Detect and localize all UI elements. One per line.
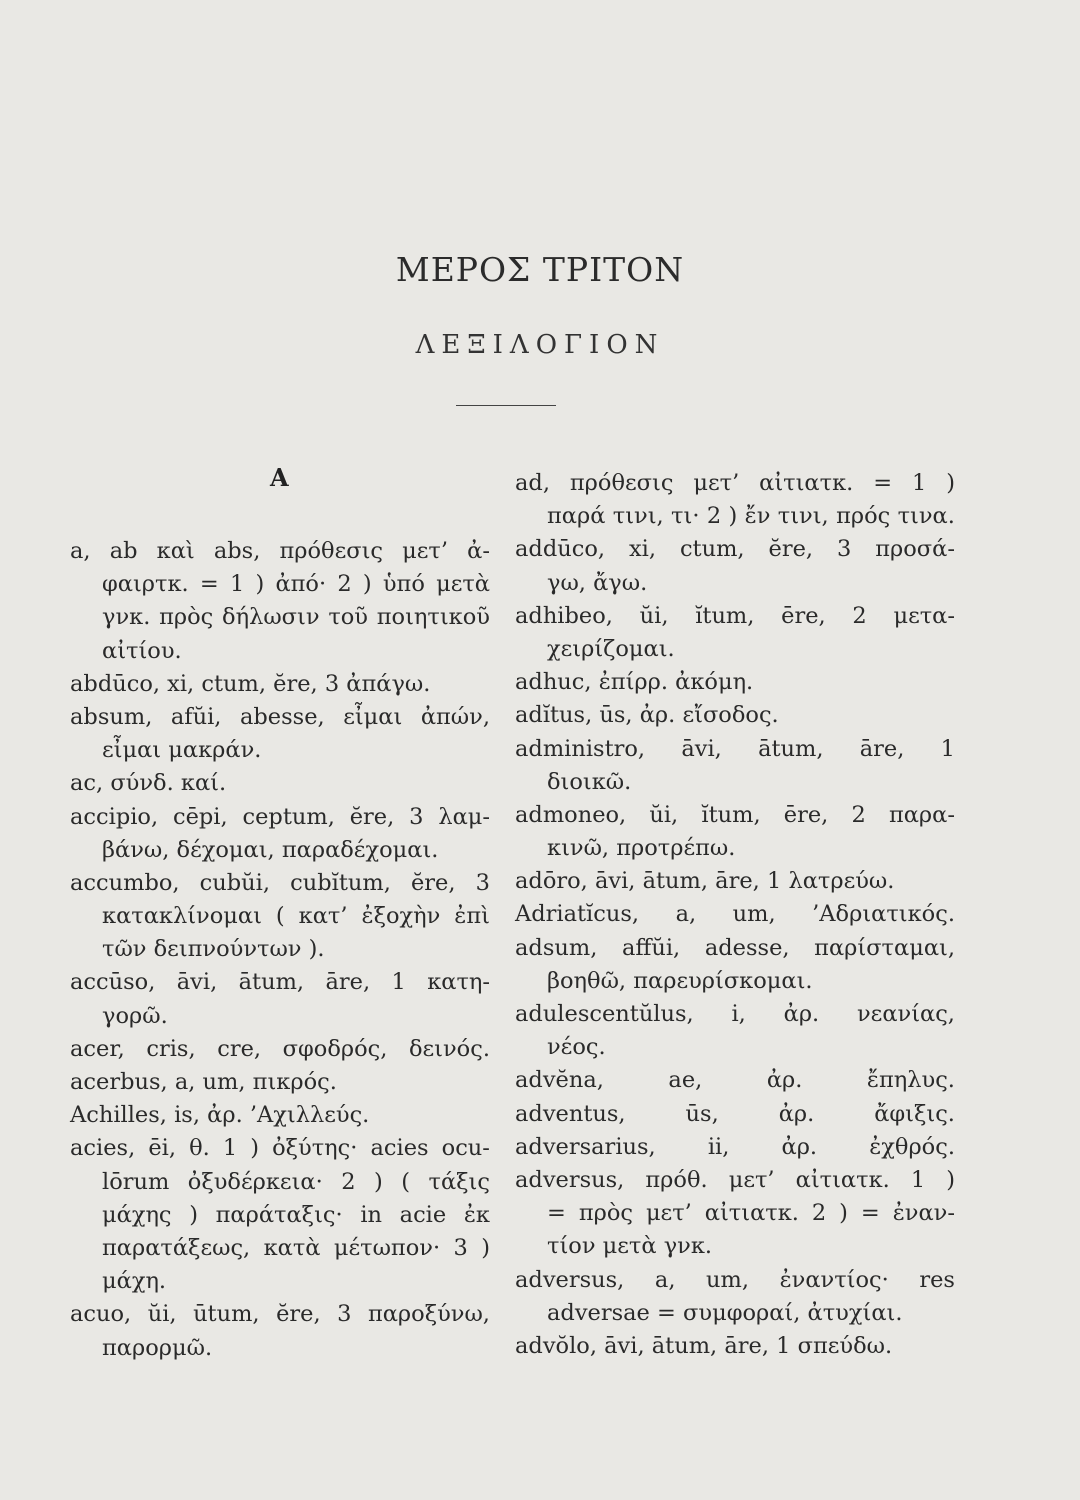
dictionary-line: ad, πρόθεσις μετ’ αἰτιατκ. = 1 ) [515, 470, 955, 496]
dictionary-line: accumbo, cubŭi, cubĭtum, ĕre, 3 [70, 869, 490, 896]
dictionary-line: παρορμῶ. [102, 1334, 213, 1361]
dictionary-line: βάνω, δέχομαι, παραδέχομαι. [102, 836, 439, 863]
dictionary-line: addūco, xi, ctum, ĕre, 3 προσά- [515, 536, 955, 563]
dictionary-line: lōrum ὀξυδέρκεια· 2 ) ( τάξις [102, 1168, 490, 1195]
dictionary-line: a, ab καὶ abs, πρόθεσις μετ’ ἀ- [70, 538, 490, 564]
dictionary-line: adversarius, ii, ἀρ. ἐχθρός. [515, 1133, 955, 1160]
dictionary-line: χειρίζομαι. [547, 635, 675, 662]
dictionary-line: adversae = συμφοραί, ἀτυχίαι. [547, 1299, 903, 1326]
dictionary-line: administro, āvi, ātum, āre, 1 [515, 735, 955, 762]
dictionary-line: = πρὸς μετ’ αἰτιατκ. 2 ) = ἐναν- [547, 1200, 955, 1227]
part-title: ΜΕΡΟΣ ΤΡΙΤΟΝ [395, 250, 685, 289]
dictionary-line: γω, ἄγω. [547, 569, 648, 596]
dictionary-line: adōro, āvi, ātum, āre, 1 λατρεύω. [515, 868, 895, 895]
dictionary-line: αἰτίου. [102, 637, 182, 664]
right-column [515, 467, 955, 1363]
dictionary-line: accūso, āvi, ātum, āre, 1 κατη- [70, 969, 490, 996]
dictionary-line: accipio, cēpi, ceptum, ĕre, 3 λαμ- [70, 803, 490, 830]
dictionary-line: admoneo, ŭi, ĭtum, ēre, 2 παρα- [515, 801, 955, 828]
dictionary-line: absum, afŭi, abesse, εἶμαι ἀπών, [70, 703, 490, 730]
dictionary-line: adhuc, ἐπίρρ. ἀκόμη. [515, 669, 754, 696]
dictionary-line: advĕna, ae, ἀρ. ἔπηλυς. [515, 1067, 955, 1094]
dictionary-line: γορῶ. [102, 1002, 168, 1029]
lexicon-title: ΛΕΞΙΛΟΓΙΟΝ [415, 330, 665, 360]
dictionary-line: γνκ. πρὸς δήλωσιν τοῦ ποιητικοῦ [102, 604, 490, 631]
title-divider [456, 405, 556, 406]
dictionary-line: adsum, affŭi, adesse, παρίσταμαι, [515, 934, 955, 961]
dictionary-line: μάχης ) παράταξις· in acie ἐκ [102, 1201, 490, 1228]
dictionary-line: adversus, πρόθ. μετ’ αἰτιατκ. 1 ) [515, 1166, 955, 1193]
dictionary-line: adhibeo, ŭi, ĭtum, ēre, 2 μετα- [515, 602, 955, 629]
dictionary-line: adventus, ūs, ἀρ. ἄφιξις. [515, 1100, 955, 1127]
section-letter: Α [270, 463, 289, 492]
dictionary-line: βοηθῶ, παρευρίσκομαι. [547, 967, 813, 994]
dictionary-line: τίον μετὰ γνκ. [547, 1233, 713, 1260]
dictionary-line: φαιρτκ. = 1 ) ἀπό· 2 ) ὑπό μετὰ [102, 571, 490, 598]
dictionary-line: advŏlo, āvi, ātum, āre, 1 σπεύδω. [515, 1332, 893, 1359]
dictionary-line: κινῶ, προτρέπω. [547, 835, 736, 862]
dictionary-line: abdūco, xi, ctum, ĕre, 3 ἀπάγω. [70, 670, 431, 697]
dictionary-line: acer, cris, cre, σφοδρός, δεινός. [70, 1035, 490, 1062]
dictionary-line: μάχη. [102, 1268, 167, 1295]
left-column [70, 535, 490, 1365]
dictionary-line: διοικῶ. [547, 768, 632, 795]
dictionary-line: acuo, ŭi, ūtum, ĕre, 3 παροξύνω, [70, 1301, 490, 1328]
dictionary-line: acies, ēi, θ. 1 ) ὀξύτης· acies ocu- [70, 1135, 490, 1162]
dictionary-line: εἶμαι μακράν. [102, 737, 262, 764]
dictionary-line: acerbus, a, um, πικρός. [70, 1069, 337, 1095]
dictionary-line: adversus, a, um, ἐναντίος· res [515, 1266, 955, 1293]
dictionary-line: ac, σύνδ. καί. [70, 770, 227, 797]
dictionary-line: νέος. [547, 1034, 606, 1061]
dictionary-line: παρά τινι, τι· 2 ) ἔν τινι, πρός τινα. [547, 503, 955, 530]
dictionary-line: adulescentŭlus, i, ἀρ. νεανίας, [515, 1001, 955, 1027]
dictionary-line: Achilles, is, ἀρ. ’Αχιλλεύς. [70, 1102, 370, 1129]
dictionary-line: adĭtus, ūs, ἀρ. εἴσοδος. [515, 702, 779, 729]
dictionary-line: κατακλίνομαι ( κατ’ ἐξοχὴν ἐπὶ [102, 903, 490, 930]
dictionary-line: Adriatĭcus, a, um, ’Αδριατικός. [515, 901, 955, 928]
dictionary-line: παρατάξεως, κατὰ μέτωπον· 3 ) [102, 1234, 490, 1261]
dictionary-line: τῶν δειπνούντων ). [102, 936, 325, 963]
